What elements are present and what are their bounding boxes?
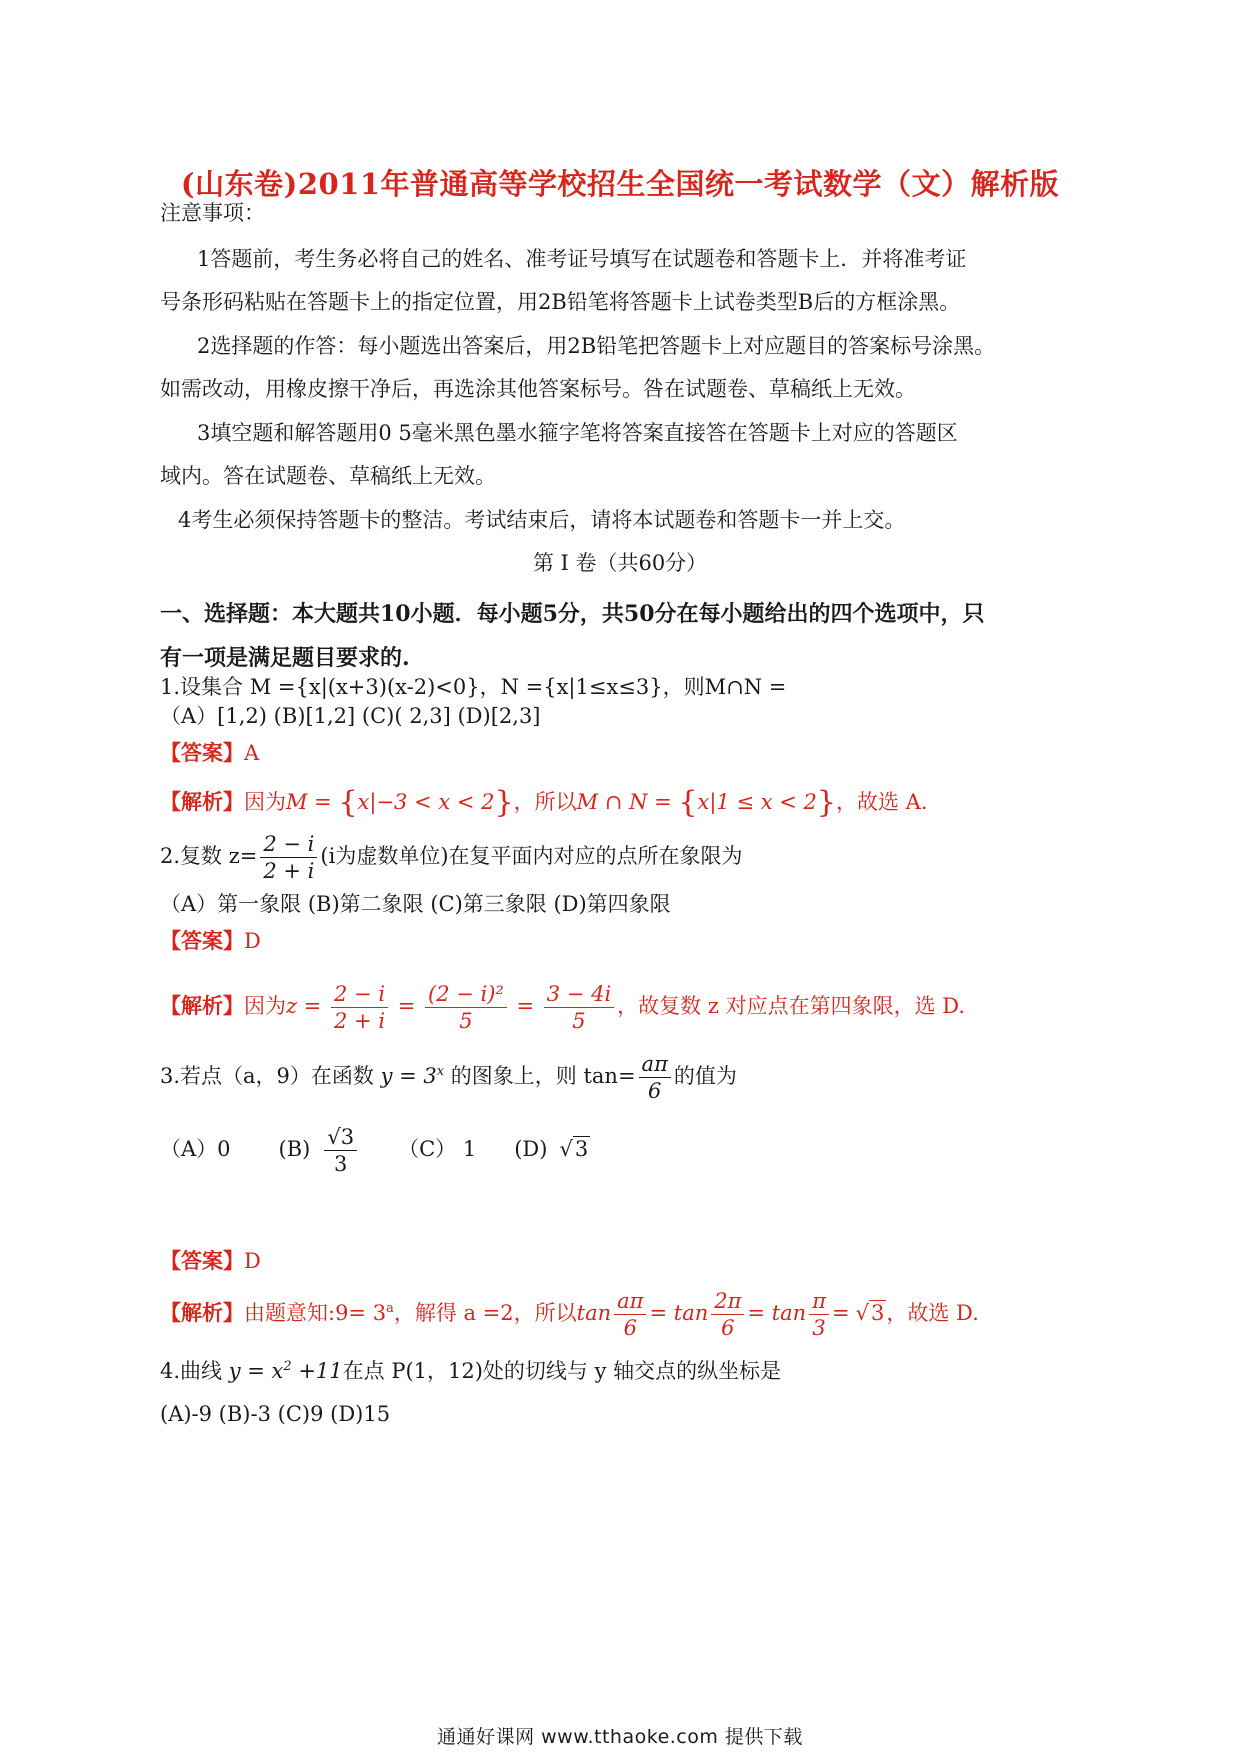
q2-analysis-fraction-3: [544, 983, 614, 1032]
sqrt-radicand: 3: [871, 1301, 885, 1326]
q2-analysis-suffix: ，故复数 z 对应点在第四象限，选 D.: [617, 994, 966, 1019]
equals-sign: =: [391, 994, 422, 1019]
fraction-denominator: 2 + i: [263, 859, 315, 884]
fraction-denominator: 2 + i: [334, 1009, 386, 1034]
q3-option-c: （C） 1: [398, 1137, 477, 1162]
q3-option-d-sqrt: √3: [559, 1137, 589, 1162]
fraction-denominator: 6: [648, 1079, 662, 1104]
left-brace: {: [338, 785, 358, 820]
q2-analysis-fraction-2: [425, 983, 507, 1032]
fraction-denominator: 5: [572, 1009, 586, 1034]
section-title: 第 I 卷（共60分）: [532, 551, 708, 575]
equals-sign: =: [509, 994, 541, 1019]
fraction-denominator: 3: [812, 1316, 826, 1341]
analysis-label: 【解析】: [160, 1300, 244, 1326]
q3-analysis-mid: ，解得 a =2，所以: [393, 1301, 577, 1326]
q4-function-exponent: 2: [283, 1359, 292, 1374]
answer-label: 【答案】: [160, 740, 244, 765]
sqrt-radicand: 3: [574, 1137, 589, 1162]
q1-analysis-set-2: x|1 ≤ x < 2: [697, 790, 817, 814]
q1-analysis-mn: M ∩ N =: [576, 790, 679, 814]
equals-sign: =: [832, 1301, 850, 1326]
q3-function-base: y = 3: [380, 1064, 437, 1089]
q2-analysis-z: z =: [286, 994, 329, 1019]
q3-stem-suffix: 的值为: [673, 1064, 737, 1089]
q4-function: [229, 1359, 343, 1383]
q3-option-d-label: (D): [514, 1137, 548, 1162]
fraction-denominator: 6: [623, 1316, 637, 1341]
fraction-denominator: 3: [334, 1152, 348, 1177]
q4-stem-suffix: 在点 P(1，12)处的切线与 y 轴交点的纵坐标是: [342, 1359, 782, 1383]
fraction-numerator: 3 − 4i: [544, 983, 614, 1008]
tan-label: = tan: [747, 1301, 807, 1326]
right-brace: }: [816, 785, 836, 820]
q1-analysis: [160, 785, 928, 820]
analysis-label: 【解析】: [160, 789, 244, 814]
q4-stem-prefix: 4.曲线: [160, 1359, 229, 1383]
right-brace: }: [494, 785, 514, 820]
fraction-numerator: π: [809, 1290, 829, 1315]
fraction-denominator: 6: [721, 1316, 735, 1341]
q2-answer-value: D: [244, 929, 261, 953]
q1-analysis-set-1: x|−3 < x < 2: [357, 790, 495, 814]
notice-heading: 注意事项：: [160, 201, 265, 225]
notice-item-3-line-2: 域内。答在试题卷、草稿纸上无效。: [160, 464, 496, 488]
q4-stem: [160, 1360, 781, 1382]
answer-label: 【答案】: [160, 1248, 244, 1273]
q4-function-tail: +11: [291, 1359, 343, 1383]
notice-item-4: 4考生必须保持答题卡的整洁。考试结束后，请将本试题卷和答题卡一并上交。: [178, 508, 906, 532]
q3-stem: [160, 1053, 737, 1102]
left-brace: {: [678, 785, 698, 820]
q2-analysis-prefix: 因为: [244, 994, 286, 1019]
q2-stem-suffix: (i为虚数单位)在复平面内对应的点所在象限为: [320, 844, 743, 869]
q1-options: （A）[1,2) (B)[1,2] (C)( 2,3] (D)[2,3]: [160, 704, 541, 728]
notice-item-1-line-1: 1答题前，考生务必将自己的姓名、准考证号填写在试题卷和答题卡上．并将准考证: [197, 247, 967, 271]
q2-fraction: [260, 833, 317, 882]
q1-analysis-mid: ，所以: [513, 790, 577, 814]
q3-analysis-sqrt: √3: [855, 1301, 885, 1326]
tan-label: = tan: [649, 1301, 709, 1326]
fraction-numerator: 2 − i: [331, 983, 388, 1008]
q3-analysis: [160, 1290, 979, 1339]
q3-function-exponent: x: [436, 1064, 445, 1080]
fraction-numerator: 2 − i: [260, 833, 317, 858]
q3-stem-mid: 的图象上，则 tan=: [444, 1064, 636, 1089]
q1-answer: [160, 742, 259, 764]
notice-item-1-line-2: 号条形码粘贴在答题卡上的指定位置，用2B铅笔将答题卡上试卷类型B后的方框涂黑。: [160, 290, 961, 314]
fraction-numerator: aπ: [639, 1053, 671, 1078]
q1-answer-value: A: [244, 741, 260, 765]
notice-item-2-line-2: 如需改动，用橡皮擦干净后，再选涂其他答案标号。咎在试题卷、草稿纸上无效。: [160, 377, 916, 401]
fraction-denominator: 5: [459, 1009, 473, 1034]
q2-analysis-fraction-1: [331, 983, 388, 1032]
q3-options: [160, 1126, 590, 1175]
q3-option-a: （A）0: [160, 1137, 231, 1162]
tan-label: tan: [576, 1301, 612, 1326]
q3-analysis-fraction-1: [614, 1290, 646, 1339]
q4-options: (A)-9 (B)-3 (C)9 (D)15: [160, 1402, 391, 1426]
q3-analysis-prefix: 由题意知:9= 3: [244, 1301, 387, 1326]
q3-analysis-fraction-2: [711, 1290, 744, 1339]
fraction-numerator: √3: [324, 1126, 357, 1151]
part-one-heading-line-2: 有一项是满足题目要求的.: [160, 645, 410, 671]
q1-stem: 1.设集合 M ={x|(x+3)(x-2)<0}，N ={x|1≤x≤3}，则M∩N =: [160, 675, 787, 699]
q3-analysis-fraction-3: [809, 1290, 829, 1339]
q3-option-b-label: (B): [278, 1137, 311, 1162]
q2-stem: [160, 833, 743, 882]
fraction-numerator: aπ: [614, 1290, 646, 1315]
q2-stem-prefix: 2.复数 z=: [160, 844, 258, 869]
fraction-numerator: 2π: [711, 1290, 744, 1315]
answer-label: 【答案】: [160, 928, 244, 953]
page-footer: 通通好课网 www.tthaoke.com 提供下载: [437, 1726, 803, 1748]
q3-stem-prefix: 3.若点（a，9）在函数: [160, 1064, 381, 1089]
notice-item-2-line-1: 2选择题的作答：每小题选出答案后，用2B铅笔把答题卡上对应题目的答案标号涂黑。: [197, 334, 996, 358]
document-title: (山东卷)2011年普通高等学校招生全国统一考试数学（文）解析版: [180, 167, 1060, 201]
q4-function-base: y = x: [228, 1359, 284, 1383]
q1-analysis-prefix: 因为: [244, 790, 286, 814]
part-one-heading-line-1: 一、选择题：本大题共10小题．每小题5分，共50分在每小题给出的四个选项中，只: [160, 601, 985, 627]
q3-fraction: [639, 1053, 671, 1102]
notice-item-3-line-1: 3填空题和解答题用0 5毫米黑色墨水箍字笔将答案直接答在答题卡上对应的答题区: [197, 421, 958, 445]
analysis-label: 【解析】: [160, 993, 244, 1019]
q2-answer: [160, 930, 261, 952]
q1-analysis-m: M =: [286, 790, 339, 814]
q3-function: [381, 1064, 445, 1088]
q1-analysis-suffix: ，故选 A.: [835, 790, 928, 814]
q3-analysis-suffix: ，故选 D.: [886, 1301, 979, 1326]
q2-options: （A）第一象限 (B)第二象限 (C)第三象限 (D)第四象限: [160, 892, 671, 916]
q2-analysis: [160, 983, 965, 1032]
q3-answer-value: D: [244, 1249, 261, 1273]
q3-answer: [160, 1250, 261, 1272]
q3-analysis-exponent: a: [386, 1301, 394, 1317]
q3-option-b-fraction: [324, 1126, 357, 1175]
fraction-numerator: (2 − i)²: [425, 983, 507, 1008]
